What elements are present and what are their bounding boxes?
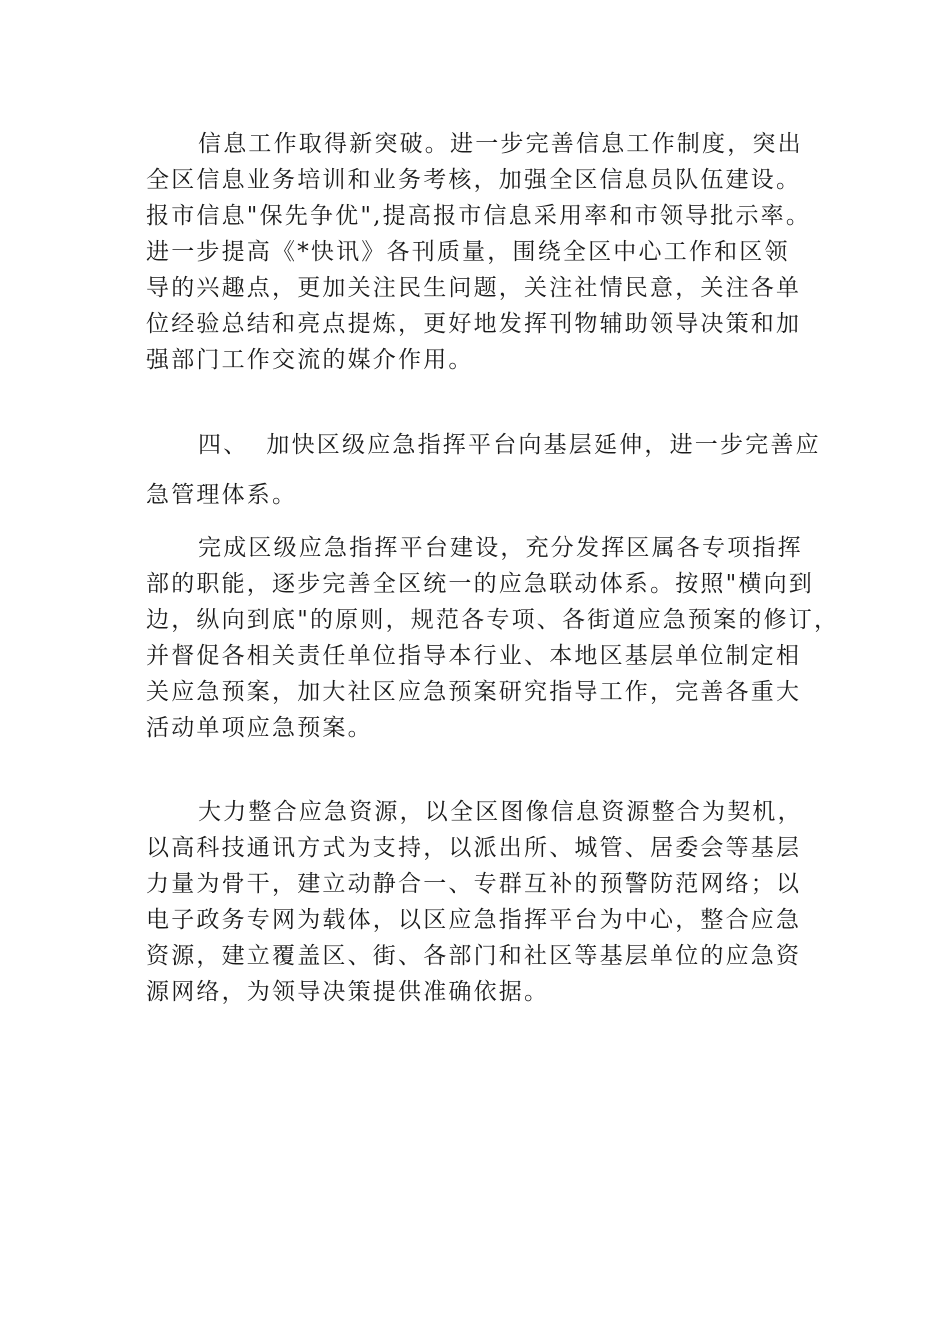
section-heading-4 xyxy=(146,427,821,513)
text-line: 完成区级应急指挥平台建设，充分发挥区属各专项指挥 xyxy=(198,535,803,561)
text-line: 活动单项应急预案。 xyxy=(146,715,373,741)
text-line: 位经验总结和亮点提炼，更好地发挥刊物辅助领导决策和加 xyxy=(146,311,802,337)
text-line: 信息工作取得新突破。进一步完善信息工作制度，突出 xyxy=(198,131,803,157)
paragraph-emergency-resources xyxy=(146,794,816,1010)
text-line: 导的兴趣点，更加关注民生问题，关注社情民意，关注各单 xyxy=(146,275,802,301)
text-line: 电子政务专网为载体，以区应急指挥平台为中心，整合应急 xyxy=(146,907,802,933)
heading-number: 四、 xyxy=(198,432,249,458)
text-line: 资源，建立覆盖区、街、各部门和社区等基层单位的应急资 xyxy=(146,943,802,969)
text-line: 边，纵向到底"的原则，规范各专项、各街道应急预案的修订， xyxy=(146,607,840,633)
text-line: 力量为骨干，建立动静合一、专群互补的预警防范网络；以 xyxy=(146,871,802,897)
paragraph-emergency-platform xyxy=(146,530,840,746)
heading-line: 急管理体系。 xyxy=(146,482,298,508)
text-line: 源网络，为领导决策提供准确依据。 xyxy=(146,979,550,1005)
paragraph-info-work xyxy=(146,126,816,378)
text-line: 部的职能，逐步完善全区统一的应急联动体系。按照"横向到 xyxy=(146,571,814,597)
text-line: 大力整合应急资源，以全区图像信息资源整合为契机， xyxy=(198,799,803,825)
text-line: 以高科技通讯方式为支持，以派出所、城管、居委会等基层 xyxy=(146,835,802,861)
text-line: 并督促各相关责任单位指导本行业、本地区基层单位制定相 xyxy=(146,643,802,669)
heading-line xyxy=(146,427,821,463)
text-line: 全区信息业务培训和业务考核，加强全区信息员队伍建设。 xyxy=(146,167,802,193)
heading-text: 加快区级应急指挥平台向基层延伸，进一步完善应 xyxy=(266,432,821,458)
text-line: 关应急预案，加大社区应急预案研究指导工作，完善各重大 xyxy=(146,679,802,705)
text-line: 强部门工作交流的媒介作用。 xyxy=(146,347,474,373)
text-line: 报市信息"保先争优",提高报市信息采用率和市领导批示率。 xyxy=(146,203,812,229)
text-line: 进一步提高《*快讯》各刊质量，围绕全区中心工作和区领 xyxy=(146,239,790,265)
